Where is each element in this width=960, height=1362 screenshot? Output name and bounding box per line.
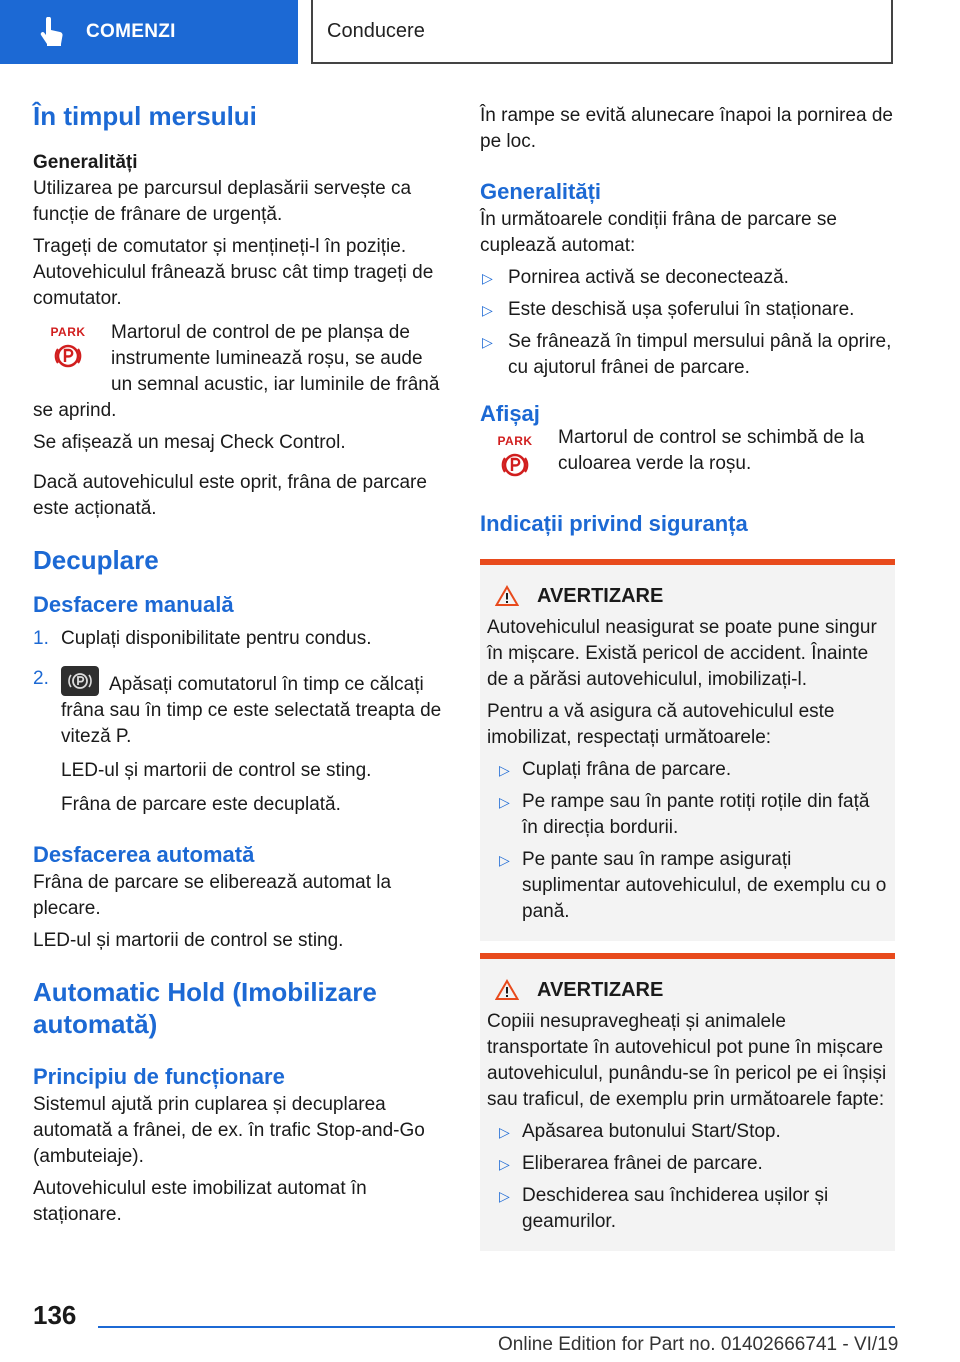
park-label: PARK <box>497 434 533 448</box>
triangle-bullet-icon: ▷ <box>499 1156 510 1172</box>
paragraph: Sistemul ajută prin cuplarea și decuplarea automată a frânei, de ex. în trafic Stop-and-Go (ambuteiaje). <box>33 1094 425 1167</box>
park-warning-block <box>33 320 445 424</box>
conditions-list <box>480 265 895 381</box>
circle-p-icon <box>500 450 530 480</box>
triangle-bullet-icon: ▷ <box>482 334 493 350</box>
paragraph: Se afișează un mesaj Check Control. <box>33 432 346 453</box>
park-indicator-block <box>480 429 895 487</box>
triangle-bullet-icon: ▷ <box>499 852 510 868</box>
park-brake-icon <box>43 326 93 374</box>
heading-afisaj: Afișaj <box>480 401 540 426</box>
right-column <box>480 103 895 1251</box>
paragraph: Trageți de comutator și mențineți-l în poziție. Autovehiculul frânează brusc cât timp trageți de comutator. <box>33 236 434 309</box>
paragraph: Utilizarea pe parcursul deplasării servește ca funcție de frânare de urgență. <box>33 178 412 225</box>
list-item: ▷ Cuplați frâna de parcare. <box>487 757 888 783</box>
list-item: ▷ Apăsarea butonului Start/Stop. <box>487 1119 888 1145</box>
paragraph: Dacă autovehiculul este oprit, frâna de parcare este acționată. <box>33 472 427 519</box>
list-item <box>33 626 445 652</box>
step-number: 2. <box>33 668 49 689</box>
chapter-tab-label: COMENZI <box>86 21 176 42</box>
triangle-bullet-icon: ▷ <box>482 302 493 318</box>
hand-pointer-icon <box>38 17 66 47</box>
paragraph: Autovehiculul este imobilizat automat în staționare. <box>33 1178 367 1225</box>
parking-brake-switch-icon <box>61 666 99 696</box>
triangle-bullet-icon: ▷ <box>499 762 510 778</box>
step-note: Frâna de parcare este decuplată. <box>61 794 341 815</box>
list-item <box>33 666 445 818</box>
warning-box <box>480 559 895 941</box>
chapter-tab[interactable] <box>0 0 298 64</box>
heading-indicatii-siguranta: Indicații privind siguranța <box>480 511 748 536</box>
paragraph: Frâna de parcare se eliberează automat la plecare. <box>33 872 392 919</box>
park-brake-icon <box>490 435 540 483</box>
paragraph: În rampe se evită alunecare înapoi la pornirea de pe loc. <box>480 105 893 152</box>
list-item: ▷ Pornirea activă se deconectează. <box>480 265 895 291</box>
warning-triangle-icon <box>495 979 519 1001</box>
heading-generalitati: Generalități <box>480 179 602 204</box>
list-item: ▷ Pe rampe sau în pante rotiți roțile din față în direcția bordurii. <box>499 791 870 838</box>
steps-list <box>33 626 445 818</box>
paragraph: Pentru a vă asigura că autovehiculul este imobilizat, respectați următoarele: <box>487 701 835 748</box>
heading-principiu: Principiu de funcționare <box>33 1064 285 1089</box>
paragraph: Martorul de control se schimbă de la culoarea verde la roșu. <box>558 429 865 474</box>
heading-decuplare: Decuplare <box>33 545 159 575</box>
section-title: Conducere <box>327 20 425 42</box>
left-column <box>33 100 445 1228</box>
subheading-generalitati: Generalități <box>33 152 138 173</box>
edition-text: Online Edition for Part no. 01402666741 - VI/19 <box>498 1334 899 1355</box>
step-number: 1. <box>33 628 49 649</box>
park-label: PARK <box>50 325 86 339</box>
list-item: ▷ Este deschisă ușa șoferului în staționare. <box>480 297 895 323</box>
section-header <box>311 0 893 64</box>
step-note: LED-ul și martorii de control se sting. <box>61 760 372 781</box>
footer-divider <box>98 1326 895 1328</box>
warning-box <box>480 953 895 1251</box>
triangle-bullet-icon: ▷ <box>482 270 493 286</box>
triangle-bullet-icon: ▷ <box>499 794 510 810</box>
paragraph: Copiii nesupravegheați și animalele transportate în autovehicul pot pune în mișcare autovehiculul, punându-se în pericol pe ei înșiși sau traficul, de exemplu prin următoarele fapte: <box>487 1011 887 1110</box>
triangle-bullet-icon: ▷ <box>499 1188 510 1204</box>
warning-triangle-icon <box>495 585 519 607</box>
heading-desfacere-manuala: Desfacere manuală <box>33 592 234 617</box>
list-item: ▷ Se frânează în timpul mersului până la oprire, cu ajutorul frânei de parcare. <box>482 331 892 378</box>
heading-automatic-hold: Automatic Hold (Imobilizare automată) <box>33 977 377 1039</box>
heading-desfacerea-automata: Desfacerea automată <box>33 842 255 867</box>
warning-title: AVERTIZARE <box>495 583 888 609</box>
paragraph: În următoarele condiții frâna de parcare se cuplează automat: <box>480 209 837 256</box>
warning-title: AVERTIZARE <box>495 977 888 1003</box>
warning-list <box>487 1119 888 1235</box>
warning-list <box>487 757 888 925</box>
list-item: ▷ Pe pante sau în rampe asigurați suplimentar autovehiculul, de exemplu cu o pană. <box>499 849 887 922</box>
heading-in-timpul-mersului: În timpul mersului <box>33 101 257 131</box>
list-item: ▷ Deschiderea sau închiderea ușilor și geamurilor. <box>499 1185 829 1232</box>
page-number: 136 <box>33 1300 77 1330</box>
list-item: ▷ Eliberarea frânei de parcare. <box>487 1151 888 1177</box>
step-text: Cuplați disponibilitate pentru condus. <box>61 628 372 649</box>
triangle-bullet-icon: ▷ <box>499 1124 510 1140</box>
paragraph: LED-ul și martorii de control se sting. <box>33 930 344 951</box>
step-text: Apăsați comutatorul în timp ce călcați frâna sau în timp ce este selectată treapta de viteză P. <box>61 674 442 747</box>
paragraph: Martorul de control de pe planșa de instrumente luminează roșu, se aude un semnal acustic, iar luminile de frână se aprind. <box>33 322 440 421</box>
paragraph: Autovehiculul neasigurat se poate pune singur în mișcare. Există pericol de accident. Înainte de a părăsi autovehiculul, imobilizați-l. <box>487 617 877 690</box>
circle-p-icon <box>53 341 83 371</box>
